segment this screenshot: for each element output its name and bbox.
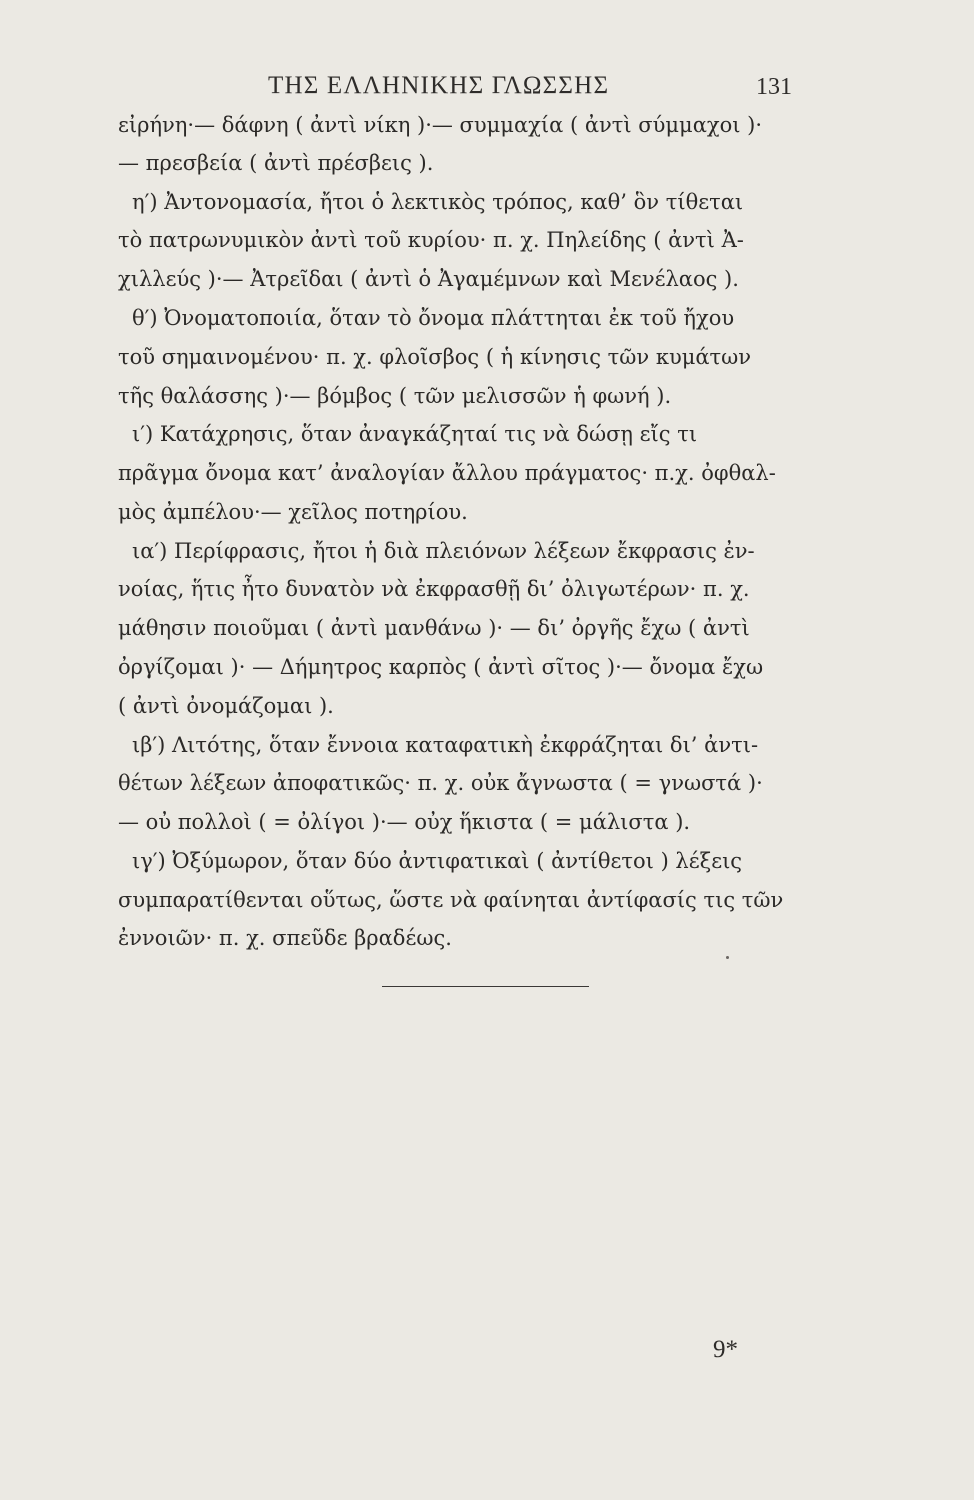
text-line: — πρεσβεία ( ἀντὶ πρέσβεις ). xyxy=(118,151,434,175)
text-line: τῆς θαλάσσης )·— βόμβος ( τῶν μελισσῶν ἡ φωνή ). xyxy=(118,384,672,408)
text-line: — οὐ πολλοὶ ( = ὀλίγοι )·— οὐχ ἥκιστα ( = μάλιστα ). xyxy=(118,810,691,834)
ink-speck xyxy=(726,956,729,959)
text-line: η′) Ἀντονομασία, ἤτοι ὁ λεκτικὸς τρόπος, καθ’ ὃν τίθεται xyxy=(132,190,744,214)
text-line: χιλλεύς )·— Ἀτρεῖδαι ( ἀντὶ ὁ Ἀγαμέμνων καὶ Μενέλαος ). xyxy=(118,267,739,291)
signature-mark: 9* xyxy=(713,1336,738,1363)
text-line: πρᾶγμα ὄνομα κατ’ ἀναλογίαν ἄλλου πράγματος· π.χ. ὀφθαλ- xyxy=(118,461,776,485)
text-line: ια′) Περίφρασις, ἤτοι ἡ διὰ πλειόνων λέξεων ἔκφρασις ἐν- xyxy=(132,539,755,563)
text-line: θέτων λέξεων ἀποφατικῶς· π. χ. οὐκ ἄγνωστα ( = γνωστά )· xyxy=(118,771,763,795)
text-line: τὸ πατρωνυμικὸν ἀντὶ τοῦ κυρίου· π. χ. Πηλείδης ( ἀντὶ Ἀ- xyxy=(118,228,744,252)
text-line: θ′) Ὀνοματοποιία, ὅταν τὸ ὄνομα πλάττηται ἐκ τοῦ ἤχου xyxy=(132,306,735,330)
running-title: ΤΗΣ ΕΛΛΗΝΙΚΗΣ ΓΛΩΣΣΗΣ xyxy=(268,72,610,99)
text-line: μὸς ἀμπέλου·— χεῖλος ποτηρίου. xyxy=(118,500,468,524)
page-number: 131 xyxy=(756,74,792,100)
text-line: ι′) Κατάχρησις, ὅταν ἀναγκάζηταί τις νὰ δώσῃ εἴς τι xyxy=(132,422,698,446)
text-line: μάθησιν ποιοῦμαι ( ἀντὶ μανθάνω )· — δι’ ὀργῆς ἔχω ( ἀντὶ xyxy=(118,616,750,640)
text-line: ὀργίζομαι )· — Δήμητρος καρπὸς ( ἀντὶ σῖτος )·— ὄνομα ἔχω xyxy=(118,655,764,679)
section-end-rule xyxy=(382,986,589,987)
text-line: τοῦ σημαινομένου· π. χ. φλοῖσβος ( ἡ κίνησις τῶν κυμάτων xyxy=(118,345,752,369)
text-line: νοίας, ἥτις ἦτο δυνατὸν νὰ ἐκφρασθῇ δι’ ὀλιγωτέρων· π. χ. xyxy=(118,577,750,601)
text-line: ( ἀντὶ ὀνομάζομαι ). xyxy=(118,694,334,718)
text-line: ιβ′) Λιτότης, ὅταν ἔννοια καταφατικὴ ἐκφράζηται δι’ ἀντι- xyxy=(132,733,759,757)
text-line: εἰρήνη·— δάφνη ( ἀντὶ νίκη )·— συμμαχία ( ἀντὶ σύμμαχοι )· xyxy=(118,113,763,137)
page-header xyxy=(0,72,974,102)
text-line: ἐννοιῶν· π. χ. σπεῦδε βραδέως. xyxy=(118,926,452,950)
text-line: ιγ′) Ὀξύμωρον, ὅταν δύο ἀντιφατικαὶ ( ἀντίθετοι ) λέξεις xyxy=(132,849,743,873)
text-line: συμπαρατίθενται οὕτως, ὥστε νὰ φαίνηται ἀντίφασίς τις τῶν xyxy=(118,888,784,912)
